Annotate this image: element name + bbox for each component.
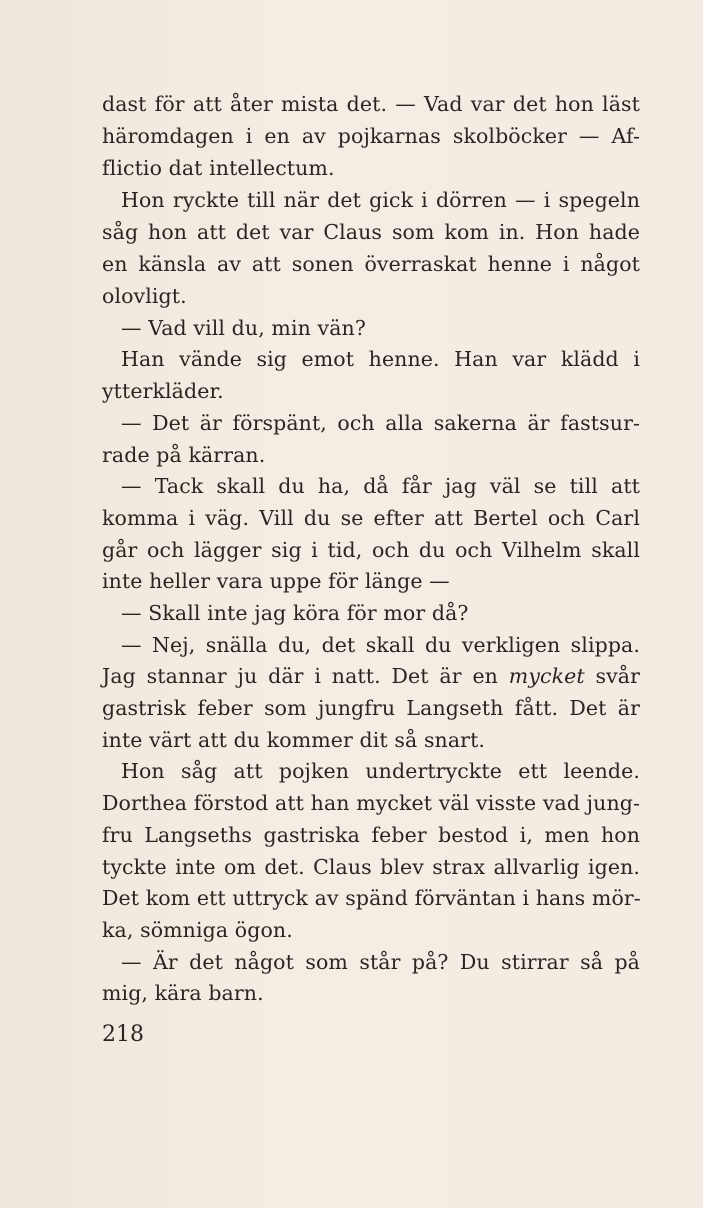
page-number: 218: [102, 1022, 144, 1047]
text-line: rade på kärran.: [102, 443, 266, 467]
text-line: gastrisk feber som jungfru Langseth fått. Det är: [102, 696, 640, 720]
text-line: såg hon att det var Claus som kom in. Hon hade: [102, 220, 640, 244]
text-line: inte värt att du kommer dit så snart.: [102, 728, 486, 752]
text-segment: svår: [584, 664, 641, 688]
text-line: — Skall inte jag köra för mor då?: [121, 601, 469, 625]
text-line: — Är det något som står på? Du stirrar så på: [121, 950, 640, 974]
text-line: Hon såg att pojken undertryckte ett leende.: [121, 759, 640, 783]
text-line: Dorthea förstod att han mycket väl visste vad jung-: [102, 791, 640, 815]
text-line: mig, kära barn.: [102, 981, 264, 1005]
text-line: Hon ryckte till när det gick i dörren — i spegeln: [121, 188, 640, 212]
text-line: Han vände sig emot henne. Han var klädd i: [121, 347, 640, 371]
text-line: — Nej, snälla du, det skall du verkligen slippa.: [121, 633, 640, 657]
text-line: komma i väg. Vill du se efter att Bertel och Carl: [102, 506, 640, 530]
text-line: ka, sömniga ögon.: [102, 918, 293, 942]
text-line: — Vad vill du, min vän?: [121, 316, 366, 340]
text-line: häromdagen i en av pojkarnas skolböcker — Af-: [102, 124, 640, 148]
text-line: olovligt.: [102, 284, 187, 308]
text-line: går och lägger sig i tid, och du och Vilhelm skall: [102, 538, 640, 562]
text-line: flictio dat intellectum.: [102, 156, 335, 180]
text-line: — Det är förspänt, och alla sakerna är fastsur-: [121, 411, 640, 435]
text-line: Det kom ett uttryck av spänd förväntan i hans mör-: [102, 886, 641, 910]
text-segment: Jag stannar ju där i natt. Det är en: [102, 664, 509, 688]
emphasis-word: mycket: [508, 664, 585, 688]
text-line: tyckte inte om det. Claus blev strax allvarlig igen.: [102, 855, 640, 879]
text-line: ytterkläder.: [102, 379, 224, 403]
text-line: fru Langseths gastriska feber bestod i, men hon: [102, 823, 640, 847]
text-line: — Tack skall du ha, då får jag väl se till att: [121, 474, 640, 498]
text-line: inte heller vara uppe för länge —: [102, 569, 450, 593]
text-line: dast för att åter mista det. — Vad var det hon läst: [102, 92, 640, 116]
text-line: en känsla av att sonen överraskat henne i något: [102, 252, 640, 276]
text-line-with-emphasis: [102, 664, 640, 688]
